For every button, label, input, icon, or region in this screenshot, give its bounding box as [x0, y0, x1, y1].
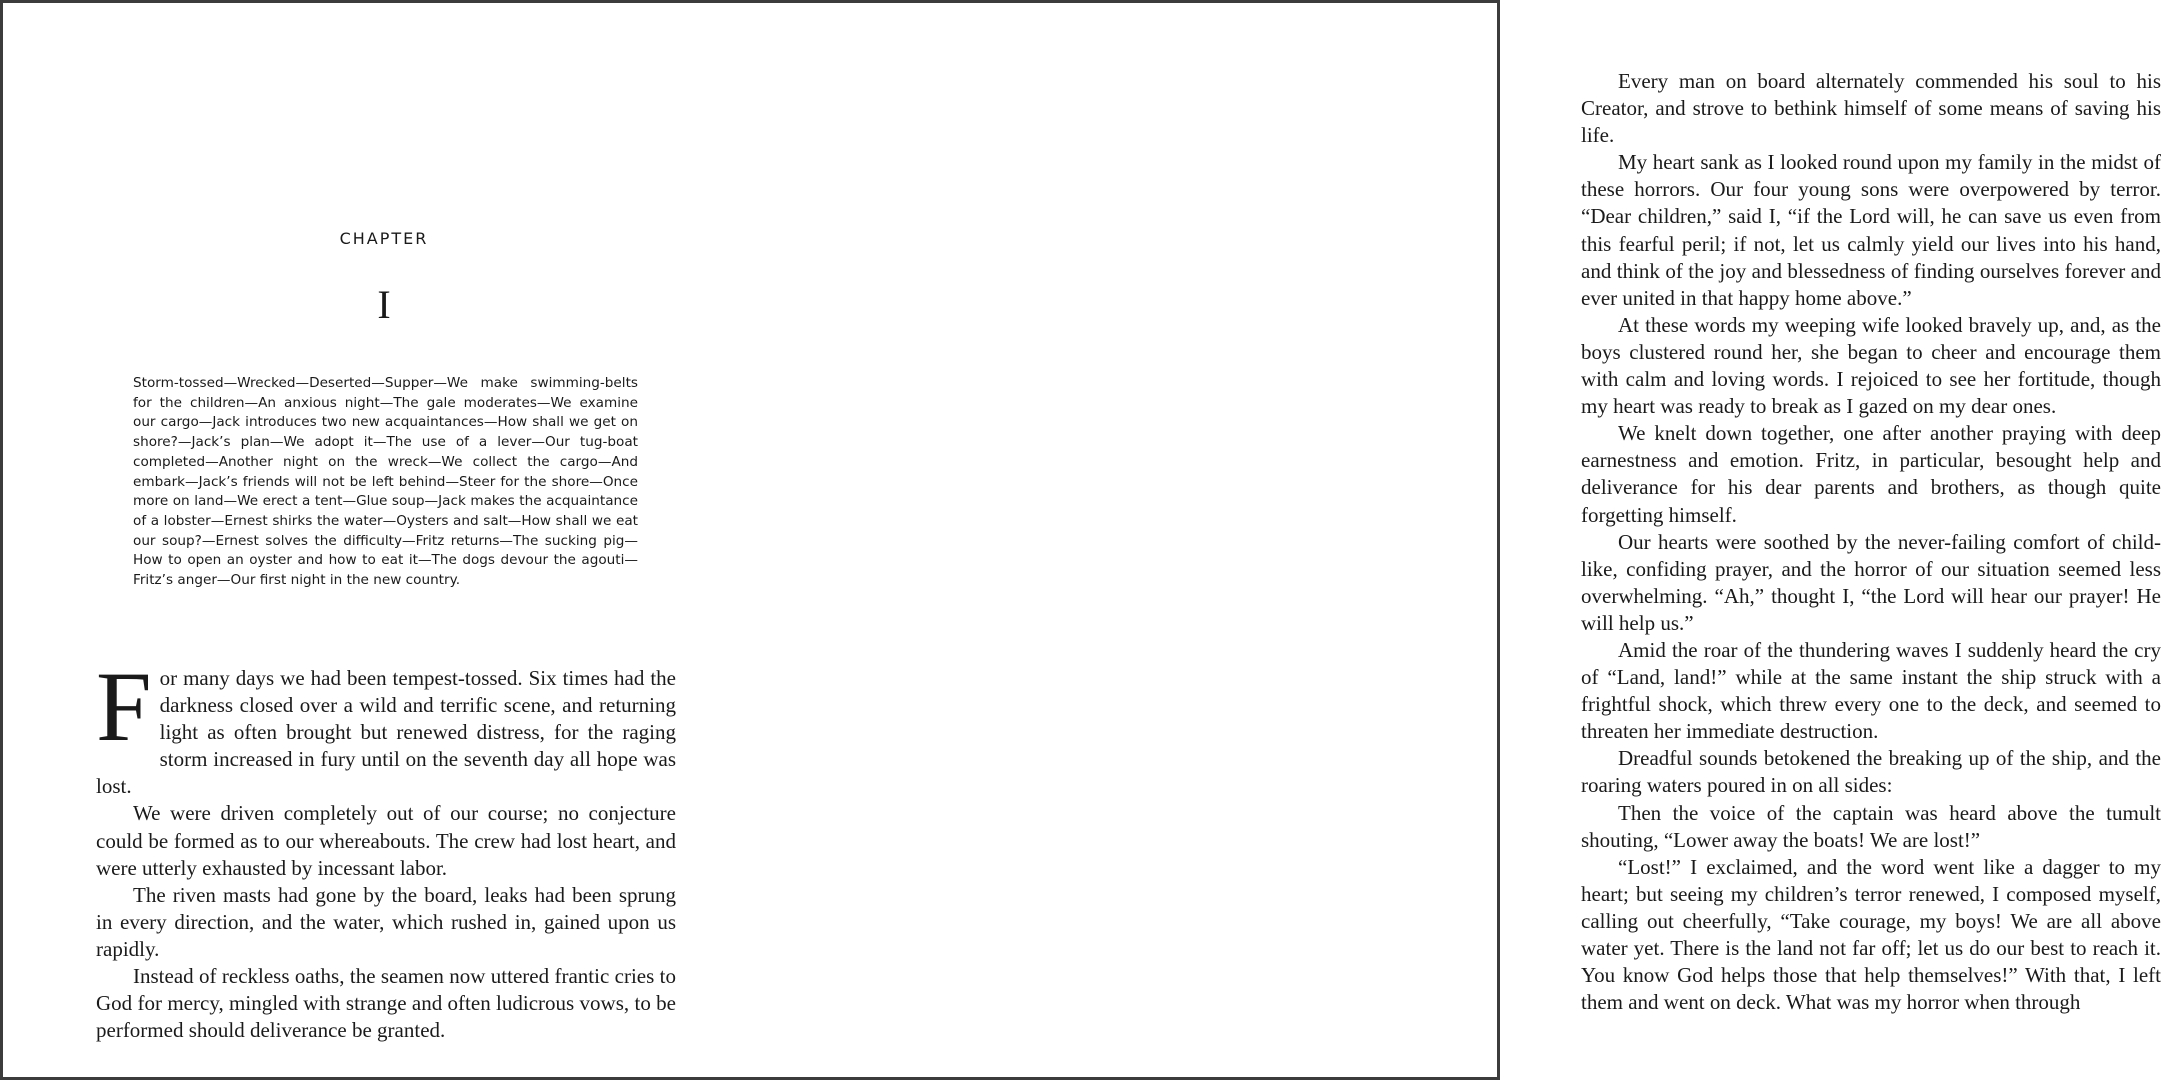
chapter-numeral: I [377, 282, 391, 327]
paragraph: We knelt down together, one after another praying with deep earnestness and emotion. Fritz, in particular, besought help and deliverance for his dear parents and brothers, as though quite forgetting himself. [1581, 421, 2161, 527]
paragraph: Dreadful sounds betokened the breaking up of the ship, and the roaring waters poured in on all sides: [1581, 746, 2161, 798]
paragraph: My heart sank as I looked round upon my family in the midst of these horrors. Our four young sons were overpowered by terror. “Dear children,” said I, “if the Lord will, he can save us even from this fearful peril; if not, let us calmly yield our lives into his hand, and think of the joy and blessedness of finding ourselves forever and ever united in that happy home above.” [1581, 150, 2161, 310]
left-body-text [96, 651, 676, 1044]
paragraph: At these words my weeping wife looked bravely up, and, as the boys clustered round her, she began to cheer and encourage them with calm and loving words. I rejoiced to see her fortitude, though my heart was ready to break as I gazed on my dear ones. [1581, 312, 2161, 419]
paragraph: Our hearts were soothed by the never-failing comfort of child-like, confiding prayer, and the horror of our situation seemed less overwhelming. “Ah,” thought I, “the Lord will hear our prayer! He will help us.” [1581, 529, 2161, 635]
paragraph: Instead of reckless oaths, the seamen now uttered frantic cries to God for mercy, mingled with strange and often ludicrous vows, to be performed should deliverance be granted. [96, 964, 676, 1043]
paragraph: Amid the roar of the thundering waves I suddenly heard the cry of “Land, land!” while at the same instant the ship struck with a frightful shock, which threw every one to the deck, and seemed to threaten her immediate destruction. [1581, 637, 2161, 744]
paragraph: “Lost!” I exclaimed, and the word went like a dagger to my heart; but seeing my children’s terror renewed, I composed myself, calling out cheerfully, “Take courage, my boys! We are all above water yet. There is the land not far off; let us do our best to reach it. You know God helps those that help themselves!” With that, I left them and went on deck. What was my horror when through [1581, 854, 2161, 1015]
paragraph-text: or many days we had been tempest-tossed. Six times had the darkness closed over a wild and terrific scene, and returning light as often brought but renewed distress, for the raging storm increased in fury until on the seventh day all hope was lost. [96, 666, 676, 799]
chapter-label: CHAPTER [339, 229, 429, 248]
paragraph: The riven masts had gone by the board, leaks had been sprung in every direction, and the water, which rushed in, gained upon us rapidly. [96, 882, 676, 961]
right-page [753, 3, 2161, 1077]
paragraph [96, 651, 676, 800]
paragraph: Then the voice of the captain was heard above the tumult shouting, “Lower away the boats! We are lost!” [1581, 800, 2161, 852]
left-page [3, 3, 753, 1077]
paragraph: Every man on board alternately commended his soul to his Creator, and strove to bethink himself of some means of saving his life. [1581, 69, 2161, 148]
right-body-text [1581, 68, 2161, 1016]
drop-cap: F [96, 651, 152, 762]
paragraph: We were driven completely out of our course; no conjecture could be formed as to our whereabouts. The crew had lost heart, and were utterly exhausted by incessant labor. [96, 801, 676, 880]
chapter-synopsis: Storm-tossed—Wrecked—Deserted—Supper—We make swimming-belts for the children—An anxious night—The gale moderates—We examine our cargo—Jack introduces two new acquaintances—How shall we get on shore?—Jack’s plan—We adopt it—The use of a lever—Our tug-boat completed—Another night on the wreck—We collect the cargo—And embark—Jack’s friends will not be left behind—Steer for the shore—Once more on land—We erect a tent—Glue soup—Jack makes the acquaintance of a lobster—Ernest shirks the water—Oysters and salt—How shall we eat our soup?—Ernest solves the difficulty—Fritz returns—The sucking pig—How to open an oyster and how to eat it—The dogs devour the agouti—Fritz’s anger—Our first night in the new country. [133, 375, 638, 589]
